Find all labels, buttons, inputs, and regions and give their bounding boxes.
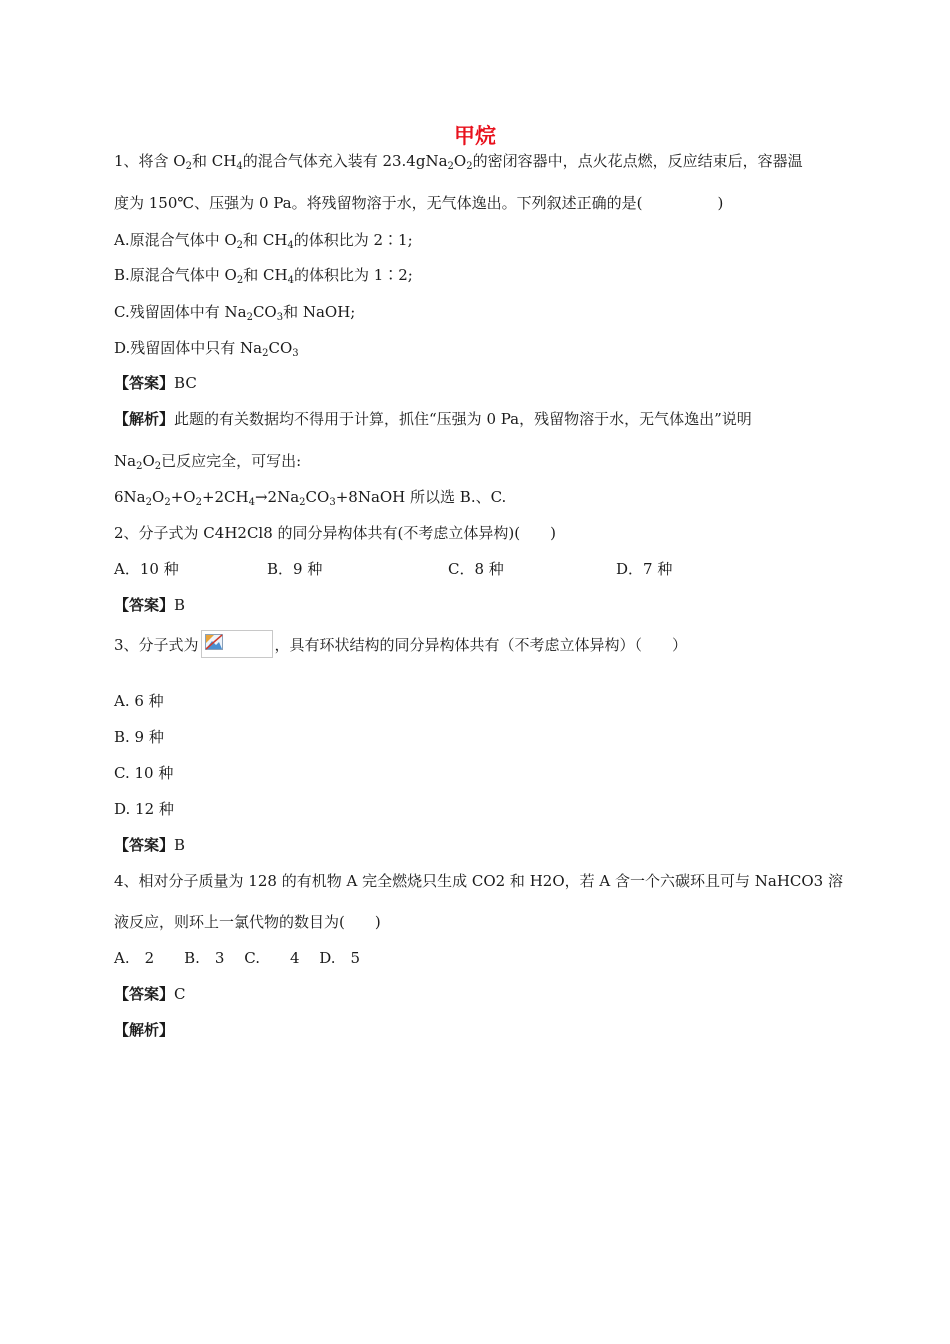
q2-option-b: B．9 种 bbox=[267, 560, 323, 578]
subscript: 4 bbox=[248, 497, 255, 508]
q3-option-b: B. 9 种 bbox=[114, 728, 164, 746]
q1-stem-line1 bbox=[114, 151, 844, 171]
answer-value: BC bbox=[174, 374, 197, 392]
text: 1、将含 O bbox=[114, 152, 186, 170]
text: O bbox=[152, 488, 165, 506]
text: CO bbox=[252, 303, 277, 321]
text: +8NaOH 所以选 B.、C. bbox=[335, 488, 507, 506]
subscript: 2 bbox=[246, 312, 253, 323]
text: A.原混合气体中 O bbox=[114, 231, 237, 249]
text: O bbox=[453, 152, 467, 170]
q3-option-c: C. 10 种 bbox=[114, 764, 174, 782]
subscript: 2 bbox=[262, 348, 269, 359]
answer-label: 【答案】 bbox=[114, 985, 175, 1003]
subscript: 2 bbox=[236, 240, 244, 251]
broken-image-icon bbox=[201, 630, 273, 658]
q1-answer bbox=[114, 373, 844, 393]
q4-options: A. 2 B. 3 C. 4 D. 5 bbox=[114, 949, 361, 967]
q2-option-c: C．8 种 bbox=[448, 560, 504, 578]
analysis-label: 【解析】 bbox=[114, 410, 175, 428]
q1-equation bbox=[114, 487, 844, 507]
q1-analysis-line1 bbox=[114, 409, 844, 429]
q3-answer bbox=[114, 835, 844, 855]
text: +O bbox=[170, 488, 196, 506]
analysis-label: 【解析】 bbox=[114, 1021, 175, 1039]
subscript: 3 bbox=[329, 497, 336, 508]
text: ，具有环状结构的同分异构体共有（不考虑立体异构）（ ） bbox=[274, 636, 688, 654]
text: 和 NaOH; bbox=[283, 303, 356, 321]
answer-label: 【答案】 bbox=[114, 374, 175, 392]
text: 的体积比为 1∶2; bbox=[293, 266, 413, 284]
text: B.原混合气体中 O bbox=[114, 266, 237, 284]
text: CO bbox=[305, 488, 330, 506]
text: 的混合气体充入装有 23.4gNa bbox=[242, 152, 448, 170]
text: 的体积比为 2∶1; bbox=[293, 231, 413, 249]
answer-value: B bbox=[174, 596, 186, 614]
subscript: 3 bbox=[276, 312, 284, 323]
q3-stem bbox=[114, 632, 844, 660]
text: →2Na bbox=[254, 488, 300, 506]
q2-answer bbox=[114, 595, 844, 615]
subscript: 4 bbox=[287, 275, 294, 286]
subscript: 4 bbox=[287, 240, 294, 251]
q2-stem: 2、分子式为 C4H2Cl8 的同分异构体共有(不考虑立体异构)( ) bbox=[114, 524, 556, 542]
answer-value: B bbox=[174, 836, 186, 854]
q4-stem-line1: 4、相对分子质量为 128 的有机物 A 完全燃烧只生成 CO2 和 H2O，若 A 含一个六碳环且可与 NaHCO3 溶 bbox=[114, 872, 843, 890]
q1-option-d bbox=[114, 338, 844, 358]
text: D.残留固体中只有 Na bbox=[114, 339, 263, 357]
q1-option-c bbox=[114, 302, 844, 322]
text: 的密闭容器中，点火花点燃，反应结束后，容器温 bbox=[472, 152, 803, 170]
answer-label: 【答案】 bbox=[114, 596, 175, 614]
subscript: 2 bbox=[236, 275, 244, 286]
q4-answer bbox=[114, 984, 844, 1004]
text: 6Na bbox=[114, 488, 146, 506]
text: 此题的有关数据均不得用于计算，抓住“压强为 0 Pa，残留物溶于水，无气体逸出”说明 bbox=[174, 410, 752, 428]
subscript: 4 bbox=[236, 161, 243, 172]
text: CO bbox=[268, 339, 293, 357]
subscript: 2 bbox=[466, 161, 473, 172]
q4-analysis bbox=[114, 1020, 844, 1040]
subscript: 2 bbox=[136, 461, 143, 472]
text: 和 CH bbox=[191, 152, 237, 170]
text: 3、分子式为 bbox=[114, 636, 199, 654]
text: 已反应完全，可写出: bbox=[161, 452, 302, 470]
text: +2CH bbox=[201, 488, 249, 506]
q1-option-a bbox=[114, 230, 844, 250]
text: 和 CH bbox=[243, 266, 288, 284]
text: C.残留固体中有 Na bbox=[114, 303, 247, 321]
q2-option-a: A．10 种 bbox=[114, 560, 179, 578]
q2-option-d: D．7 种 bbox=[616, 560, 673, 578]
subscript: 2 bbox=[447, 161, 454, 172]
subscript: 2 bbox=[299, 497, 306, 508]
subscript: 2 bbox=[145, 497, 152, 508]
q1-analysis-line2 bbox=[114, 451, 844, 471]
subscript: 2 bbox=[185, 161, 192, 172]
q3-option-a: A. 6 种 bbox=[114, 692, 164, 710]
subscript: 3 bbox=[292, 348, 299, 359]
text: Na bbox=[114, 452, 137, 470]
answer-value: C bbox=[174, 985, 186, 1003]
subscript: 2 bbox=[164, 497, 171, 508]
q3-option-d: D. 12 种 bbox=[114, 800, 174, 818]
answer-label: 【答案】 bbox=[114, 836, 175, 854]
subscript: 2 bbox=[195, 497, 202, 508]
text: 和 CH bbox=[243, 231, 288, 249]
text: O bbox=[142, 452, 155, 470]
page-title: 甲烷 bbox=[454, 124, 496, 148]
q4-stem-line2: 液反应，则环上一氯代物的数目为( ) bbox=[114, 913, 381, 931]
q1-option-b bbox=[114, 265, 844, 285]
q1-stem-line2: 度为 150℃、压强为 0 Pa。将残留物溶于水，无气体逸出。下列叙述正确的是( ) bbox=[114, 194, 724, 212]
subscript: 2 bbox=[154, 461, 162, 472]
